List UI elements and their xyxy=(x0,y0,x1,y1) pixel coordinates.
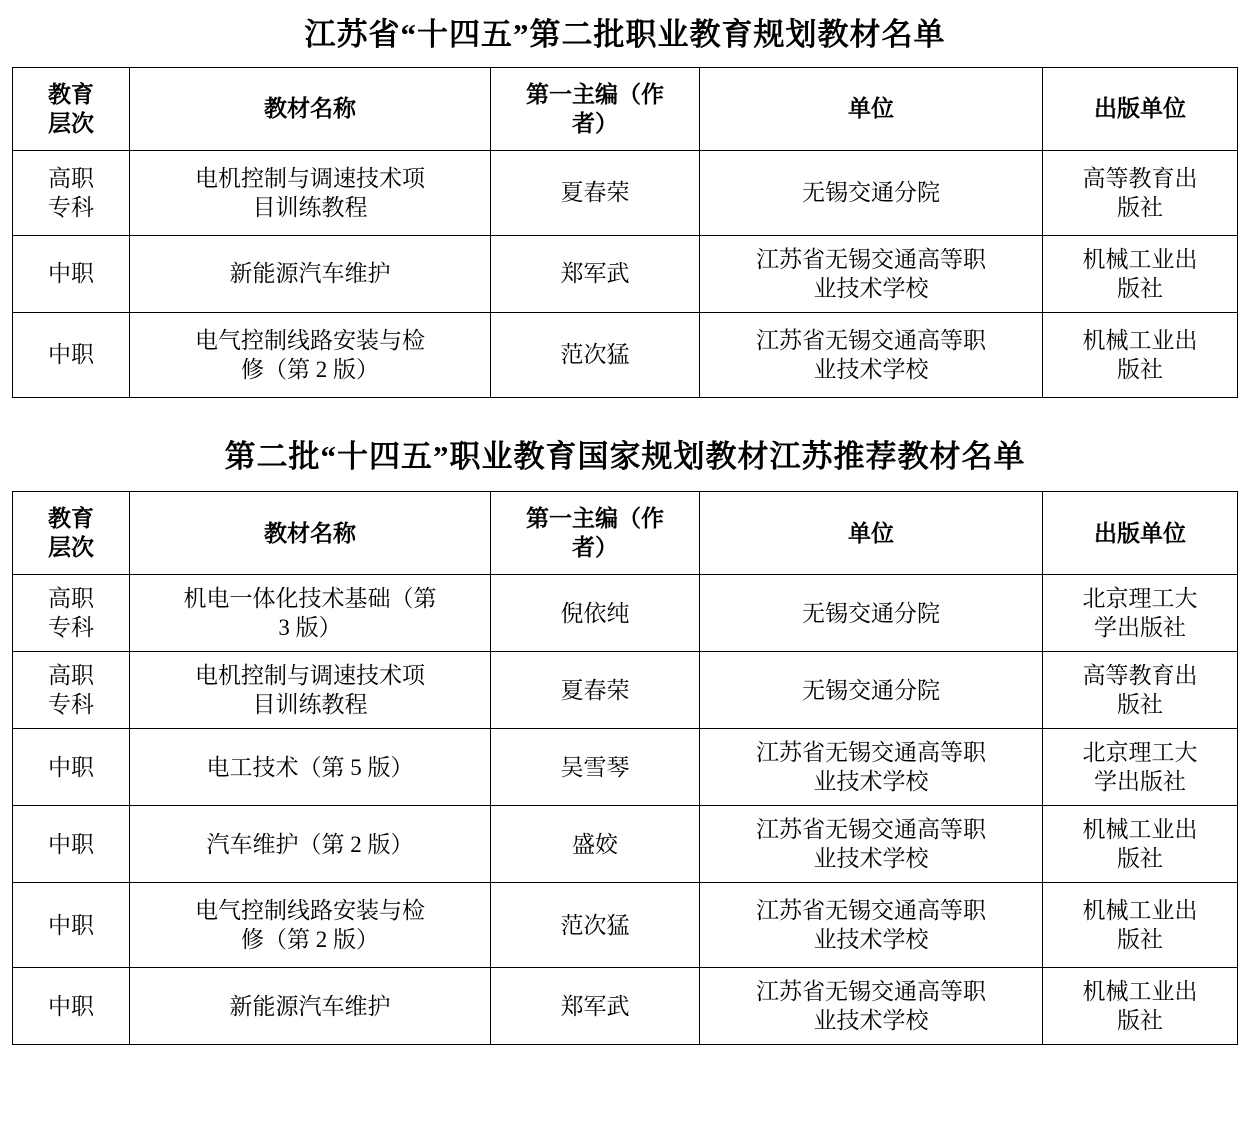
cell-line: 无锡交通分院 xyxy=(802,180,940,206)
cell-first-author xyxy=(491,575,700,652)
header-line: 层次 xyxy=(48,535,94,561)
cell-line: 夏春荣 xyxy=(560,180,630,206)
cell-line: 业技术学校 xyxy=(813,927,929,953)
table-row xyxy=(13,575,1238,652)
column-header-textbook-name xyxy=(130,492,491,575)
table-row xyxy=(13,151,1238,236)
cell-line: 电机控制与调速技术项 xyxy=(195,165,425,191)
cell-line: 无锡交通分院 xyxy=(802,677,940,703)
cell-first-author xyxy=(491,729,700,806)
page-title-first: 江苏省“十四五”第二批职业教育规划教材名单 xyxy=(304,17,946,52)
cell-first-author xyxy=(491,236,700,313)
header-line: 教材名称 xyxy=(264,96,356,122)
cell-line: 高等教育出 xyxy=(1082,662,1198,688)
cell-line: 中职 xyxy=(48,831,94,857)
cell-line: 郑军武 xyxy=(560,261,630,287)
cell-education-level xyxy=(13,883,130,968)
column-header-publisher xyxy=(1043,492,1238,575)
cell-line: 范次猛 xyxy=(560,912,630,938)
cell-textbook-name xyxy=(130,575,491,652)
cell-publisher xyxy=(1043,313,1238,398)
column-header-publisher xyxy=(1043,68,1238,151)
cell-line: 新能源汽车维护 xyxy=(229,993,391,1019)
cell-line: 高职 xyxy=(48,585,94,611)
table-second-list xyxy=(12,491,1238,1045)
cell-unit xyxy=(700,236,1043,313)
cell-line: 电机控制与调速技术项 xyxy=(195,662,425,688)
cell-line: 机械工业出 xyxy=(1082,897,1198,923)
cell-line: 江苏省无锡交通高等职 xyxy=(756,897,986,923)
cell-line: 目训练教程 xyxy=(252,195,368,221)
cell-line: 中职 xyxy=(48,912,94,938)
cell-line: 无锡交通分院 xyxy=(802,600,940,626)
cell-unit xyxy=(700,575,1043,652)
cell-line: 业技术学校 xyxy=(813,1008,929,1034)
cell-line: 郑军武 xyxy=(560,993,630,1019)
cell-line: 业技术学校 xyxy=(813,357,929,383)
cell-line: 中职 xyxy=(48,993,94,1019)
cell-textbook-name xyxy=(130,729,491,806)
cell-line: 机械工业出 xyxy=(1082,246,1198,272)
table-row xyxy=(13,652,1238,729)
header-line: 层次 xyxy=(48,111,94,137)
cell-education-level xyxy=(13,151,130,236)
column-header-first-author xyxy=(491,68,700,151)
page-title-second: 第二批“十四五”职业教育国家规划教材江苏推荐教材名单 xyxy=(224,439,1026,475)
header-line: 教材名称 xyxy=(264,520,356,546)
cell-line: 北京理工大 xyxy=(1082,585,1198,611)
section-first-list xyxy=(0,0,1250,398)
cell-publisher xyxy=(1043,236,1238,313)
cell-line: 机械工业出 xyxy=(1082,327,1198,353)
cell-publisher xyxy=(1043,729,1238,806)
cell-line: 吴雪琴 xyxy=(560,754,630,780)
cell-unit xyxy=(700,806,1043,883)
cell-education-level xyxy=(13,313,130,398)
cell-textbook-name xyxy=(130,151,491,236)
cell-education-level xyxy=(13,652,130,729)
table-row xyxy=(13,806,1238,883)
cell-line: 3 版） xyxy=(278,615,342,641)
cell-publisher xyxy=(1043,968,1238,1045)
header-line: 者） xyxy=(572,111,618,137)
column-header-unit xyxy=(700,492,1043,575)
cell-line: 版社 xyxy=(1117,357,1163,383)
table-row xyxy=(13,968,1238,1045)
cell-line: 高等教育出 xyxy=(1082,165,1198,191)
cell-education-level xyxy=(13,236,130,313)
header-line: 教育 xyxy=(48,81,94,107)
header-line: 出版单位 xyxy=(1094,520,1186,546)
cell-line: 版社 xyxy=(1117,195,1163,221)
table-header-row xyxy=(13,68,1238,151)
cell-line: 江苏省无锡交通高等职 xyxy=(756,978,986,1004)
cell-line: 江苏省无锡交通高等职 xyxy=(756,816,986,842)
cell-line: 学出版社 xyxy=(1094,615,1186,641)
cell-line: 电气控制线路安装与检 xyxy=(195,897,425,923)
cell-line: 业技术学校 xyxy=(813,769,929,795)
cell-line: 夏春荣 xyxy=(560,677,630,703)
cell-textbook-name xyxy=(130,968,491,1045)
cell-line: 修（第 2 版） xyxy=(241,357,379,383)
cell-line: 汽车维护（第 2 版） xyxy=(206,831,414,857)
cell-unit xyxy=(700,652,1043,729)
cell-line: 高职 xyxy=(48,662,94,688)
cell-publisher xyxy=(1043,575,1238,652)
table-row xyxy=(13,883,1238,968)
cell-line: 机电一体化技术基础（第 xyxy=(183,585,437,611)
cell-line: 新能源汽车维护 xyxy=(229,261,391,287)
cell-textbook-name xyxy=(130,313,491,398)
cell-line: 江苏省无锡交通高等职 xyxy=(756,739,986,765)
cell-line: 机械工业出 xyxy=(1082,816,1198,842)
cell-line: 学出版社 xyxy=(1094,769,1186,795)
cell-publisher xyxy=(1043,151,1238,236)
column-header-education-level xyxy=(13,492,130,575)
cell-publisher xyxy=(1043,652,1238,729)
cell-education-level xyxy=(13,968,130,1045)
cell-publisher xyxy=(1043,883,1238,968)
table-header-row xyxy=(13,492,1238,575)
cell-unit xyxy=(700,313,1043,398)
cell-unit xyxy=(700,968,1043,1045)
cell-first-author xyxy=(491,652,700,729)
cell-line: 电气控制线路安装与检 xyxy=(195,327,425,353)
cell-first-author xyxy=(491,968,700,1045)
cell-unit xyxy=(700,883,1043,968)
header-line: 出版单位 xyxy=(1094,96,1186,122)
cell-first-author xyxy=(491,883,700,968)
cell-line: 专科 xyxy=(48,195,94,221)
cell-publisher xyxy=(1043,806,1238,883)
cell-line: 机械工业出 xyxy=(1082,978,1198,1004)
cell-line: 江苏省无锡交通高等职 xyxy=(756,246,986,272)
header-line: 单位 xyxy=(848,520,894,546)
cell-textbook-name xyxy=(130,806,491,883)
cell-education-level xyxy=(13,729,130,806)
cell-line: 倪依纯 xyxy=(560,600,630,626)
cell-textbook-name xyxy=(130,236,491,313)
cell-line: 目训练教程 xyxy=(252,692,368,718)
header-line: 第一主编（作 xyxy=(526,81,664,107)
cell-line: 北京理工大 xyxy=(1082,739,1198,765)
header-line: 第一主编（作 xyxy=(526,505,664,531)
table-row xyxy=(13,729,1238,806)
cell-line: 范次猛 xyxy=(560,342,630,368)
cell-line: 盛姣 xyxy=(572,831,618,857)
cell-line: 中职 xyxy=(48,754,94,780)
column-header-textbook-name xyxy=(130,68,491,151)
cell-line: 专科 xyxy=(48,692,94,718)
column-header-unit xyxy=(700,68,1043,151)
cell-line: 电工技术（第 5 版） xyxy=(206,754,414,780)
column-header-education-level xyxy=(13,68,130,151)
cell-textbook-name xyxy=(130,652,491,729)
cell-line: 专科 xyxy=(48,615,94,641)
cell-line: 版社 xyxy=(1117,276,1163,302)
cell-line: 版社 xyxy=(1117,692,1163,718)
cell-line: 江苏省无锡交通高等职 xyxy=(756,327,986,353)
cell-education-level xyxy=(13,575,130,652)
table-row xyxy=(13,313,1238,398)
section-second-list xyxy=(0,398,1250,1045)
cell-education-level xyxy=(13,806,130,883)
header-line: 者） xyxy=(572,535,618,561)
cell-first-author xyxy=(491,806,700,883)
column-header-first-author xyxy=(491,492,700,575)
cell-textbook-name xyxy=(130,883,491,968)
cell-unit xyxy=(700,729,1043,806)
cell-unit xyxy=(700,151,1043,236)
table-row xyxy=(13,236,1238,313)
cell-line: 高职 xyxy=(48,165,94,191)
cell-first-author xyxy=(491,313,700,398)
cell-line: 版社 xyxy=(1117,846,1163,872)
cell-line: 中职 xyxy=(48,342,94,368)
cell-line: 版社 xyxy=(1117,927,1163,953)
cell-line: 业技术学校 xyxy=(813,276,929,302)
table-first-list xyxy=(12,67,1238,398)
header-line: 单位 xyxy=(848,96,894,122)
header-line: 教育 xyxy=(48,505,94,531)
cell-line: 中职 xyxy=(48,261,94,287)
cell-line: 业技术学校 xyxy=(813,846,929,872)
cell-line: 修（第 2 版） xyxy=(241,927,379,953)
cell-line: 版社 xyxy=(1117,1008,1163,1034)
cell-first-author xyxy=(491,151,700,236)
